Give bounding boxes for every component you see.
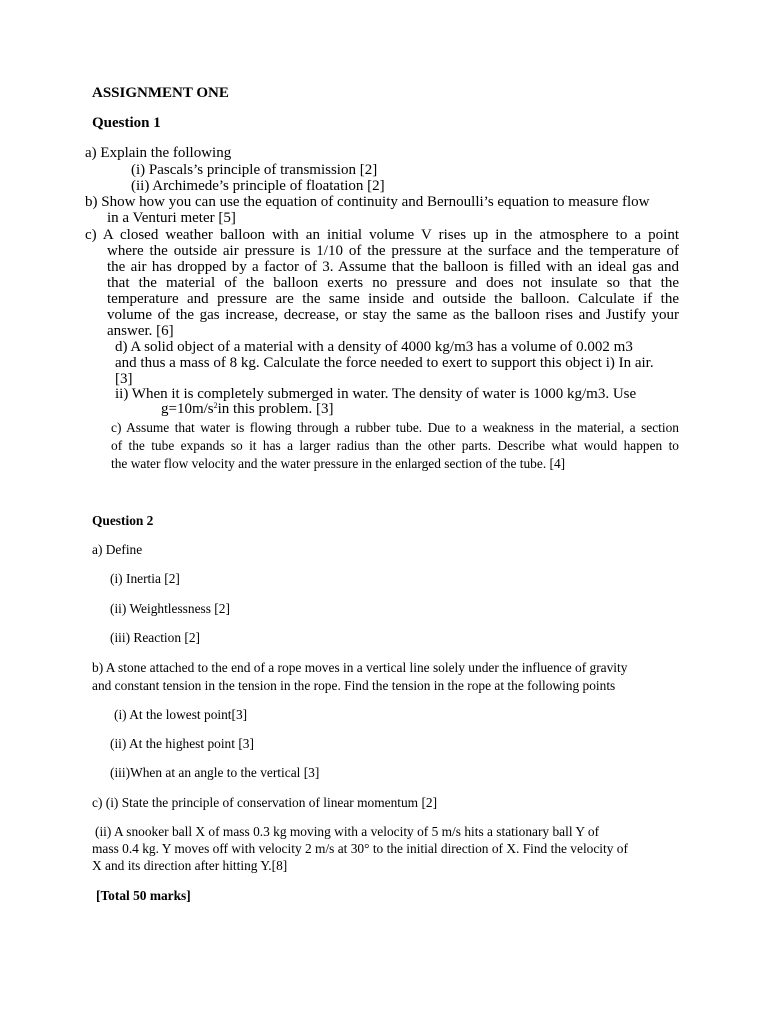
q1-e-line-2: of the tube expands so it has a larger radius than the other parts. Describe what would happen to [111, 438, 679, 453]
q1-c-line-4: that the material of the balloon exerts no pressure and does not insulate so that the [107, 275, 679, 291]
q1-e-line-3: the water flow velocity and the water pressure in the enlarged section of the tube. [4] [111, 456, 566, 471]
q2-a-ii: (ii) Weightlessness [2] [110, 601, 230, 616]
q2-b-line-2: and constant tension in the tension in the rope. Find the tension in the rope at the following points [92, 678, 616, 693]
question-2-heading: Question 2 [92, 513, 154, 528]
q1-c-line-5: temperature and pressure are the same inside and outside the balloon. Calculate if the [107, 291, 679, 307]
q1-d-line-3: [3] [115, 371, 133, 387]
q1-a-intro: a) Explain the following [85, 145, 232, 161]
q2-c-ii-line-1: (ii) A snooker ball X of mass 0.3 kg moving with a velocity of 5 m/s hits a stationary ball Y of [95, 824, 600, 839]
assignment-title: ASSIGNMENT ONE [92, 85, 229, 101]
q2-a-intro: a) Define [92, 542, 143, 557]
q2-b-i: (i) At the lowest point[3] [114, 707, 248, 722]
q1-d-line-5-end: in this problem. [3] [217, 401, 334, 417]
question-1-heading: Question 1 [92, 115, 161, 131]
q1-c-line-2: where the outside air pressure is 1/10 of the pressure at the surface and the temperature of [107, 243, 679, 259]
q1-c-line-1: c) A closed weather balloon with an initial volume V rises up in the atmosphere to a point [85, 227, 679, 243]
q1-a-i: (i) Pascals’s principle of transmission [2] [131, 162, 378, 178]
q1-c-line-6: volume of the gas increase, decrease, or stay the same as the balloon rises and Justify your [107, 307, 679, 323]
q1-d-line-2: and thus a mass of 8 kg. Calculate the force needed to exert to support this object i) In air. [115, 355, 654, 371]
q1-c-line-7: answer. [6] [107, 323, 174, 339]
q2-b-line-1: b) A stone attached to the end of a rope moves in a vertical line solely under the influence of gravity [92, 660, 628, 675]
q2-b-ii: (ii) At the highest point [3] [110, 736, 254, 751]
q1-d-line-5 [161, 401, 333, 417]
q1-e-line-1: c) Assume that water is flowing through a rubber tube. Due to a weakness in the material, a section [111, 420, 679, 435]
q1-a-ii: (ii) Archimede’s principle of floatation [2] [131, 178, 385, 194]
total-marks: [Total 50 marks] [96, 888, 191, 903]
q2-a-iii: (iii) Reaction [2] [110, 630, 200, 645]
q1-d-line-4: ii) When it is completely submerged in water. The density of water is 1000 kg/m3. Use [115, 386, 637, 402]
q1-d-exponent: 2 [213, 401, 218, 410]
q1-d-line-1: d) A solid object of a material with a density of 4000 kg/m3 has a volume of 0.002 m3 [115, 339, 633, 355]
q1-c-line-3: the air has dropped by a factor of 3. Assume that the balloon is filled with an ideal gas and [107, 259, 679, 275]
q2-c-i: c) (i) State the principle of conservation of linear momentum [2] [92, 795, 438, 810]
q2-a-i: (i) Inertia [2] [110, 571, 180, 586]
q2-c-ii-line-2: mass 0.4 kg. Y moves off with velocity 2 m/s at 30° to the initial direction of X. Find the velocity of [92, 841, 628, 856]
q1-b-line-1: b) Show how you can use the equation of continuity and Bernoulli’s equation to measure flow [85, 194, 650, 210]
q1-d-gravity: g=10m/s [161, 401, 214, 417]
q2-b-iii: (iii)When at an angle to the vertical [3] [110, 765, 320, 780]
q1-b-line-2: in a Venturi meter [5] [107, 210, 236, 226]
q2-c-ii-line-3: X and its direction after hitting Y.[8] [92, 858, 288, 873]
